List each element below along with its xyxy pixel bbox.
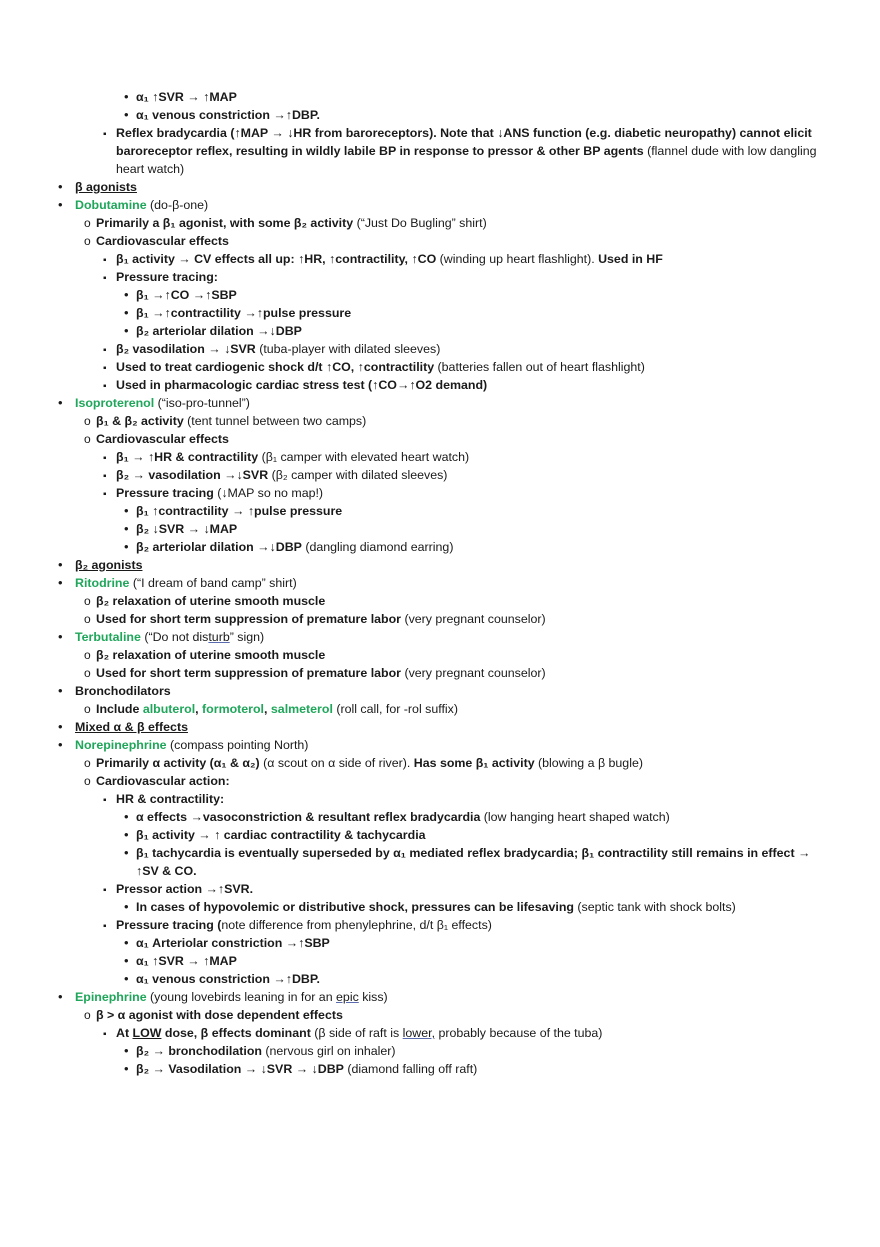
- bullet: [124, 502, 129, 520]
- list-item: • β₂ arteriolar dilation →↓DBP (dangling diamond earring): [0, 538, 880, 556]
- drug-dobutamine: • Dobutamine (do-β-one): [0, 196, 880, 214]
- list-item: • α₁ ↑SVR → ↑MAP: [0, 952, 880, 970]
- bullet: [103, 466, 107, 486]
- list-item: o Primarily a β₁ agonist, with some β₂ activity (“Just Do Bugling” shirt): [0, 214, 880, 232]
- list-item: o β₂ relaxation of uterine smooth muscle: [0, 646, 880, 664]
- section-heading: • Mixed α & β effects: [0, 718, 880, 736]
- bullet: [124, 952, 129, 970]
- bullet: [103, 124, 107, 144]
- bullet: [84, 754, 91, 772]
- list-item: • α₁ Arteriolar constriction →↑SBP: [0, 934, 880, 952]
- bullet: [84, 610, 91, 628]
- list-item: • α effects →vasoconstriction & resultant reflex bradycardia (low hanging heart shaped watch): [0, 808, 880, 826]
- bullet: [84, 430, 91, 448]
- notes-page: [0, 88, 880, 1078]
- bullet: [58, 394, 63, 412]
- bullet: [84, 700, 91, 718]
- bronchodilators-heading: • Bronchodilators: [0, 682, 880, 700]
- bullet: [58, 178, 63, 196]
- list-item: o β₁ & β₂ activity (tent tunnel between two camps): [0, 412, 880, 430]
- bullet: [124, 808, 129, 826]
- list-item: • In cases of hypovolemic or distributive shock, pressures can be lifesaving (septic tank with shock bolts): [0, 898, 880, 916]
- bullet: [58, 988, 63, 1006]
- bullet: [84, 646, 91, 664]
- list-item: • β₁ tachycardia is eventually superseded by α₁ mediated reflex bradycardia; β₁ contractility still remains in effect → ↑SV & CO.: [0, 844, 880, 880]
- bullet: [124, 898, 129, 916]
- bullet: [103, 376, 107, 396]
- bullet: [103, 790, 107, 810]
- drug-isoproterenol: • Isoproterenol (“iso-pro-tunnel”): [0, 394, 880, 412]
- list-item: • β₂ → bronchodilation (nervous girl on inhaler): [0, 1042, 880, 1060]
- bullet: [124, 88, 129, 106]
- bullet: [124, 844, 129, 862]
- section-heading: • β agonists: [0, 178, 880, 196]
- bullet: [103, 448, 107, 468]
- bullet: [124, 106, 129, 124]
- bullet: [103, 1024, 107, 1044]
- bullet: [103, 340, 107, 360]
- list-item: • β₂ arteriolar dilation →↓DBP: [0, 322, 880, 340]
- bullet: [124, 1042, 129, 1060]
- drug-ritodrine: • Ritodrine (“I dream of band camp” shirt): [0, 574, 880, 592]
- list-item: o β₂ relaxation of uterine smooth muscle: [0, 592, 880, 610]
- bullet: [58, 718, 63, 736]
- list-item: • β₁ →↑CO →↑SBP: [0, 286, 880, 304]
- list-item: • β₁ activity → ↑ cardiac contractility & tachycardia: [0, 826, 880, 844]
- section-heading: • β₂ agonists: [0, 556, 880, 574]
- bullet: [124, 322, 129, 340]
- bullet: [124, 286, 129, 304]
- bullet: [103, 916, 107, 936]
- bullet: [58, 196, 63, 214]
- list-item: ▪ β₁ → ↑HR & contractility (β₁ camper with elevated heart watch): [0, 448, 880, 466]
- list-item: ▪ HR & contractility:: [0, 790, 880, 808]
- bullet: [84, 592, 91, 610]
- bullet: [124, 970, 129, 988]
- bullet: [103, 484, 107, 504]
- bullet: [103, 268, 107, 288]
- bullet: [124, 826, 129, 844]
- list-item: ▪ At LOW dose, β effects dominant (β side of raft is lower, probably because of the tuba): [0, 1024, 880, 1042]
- bullet: [84, 1006, 91, 1024]
- list-item: • β₂ ↓SVR → ↓MAP: [0, 520, 880, 538]
- bullet: [84, 412, 91, 430]
- bullet: [124, 1060, 129, 1078]
- bullet: [124, 520, 129, 538]
- list-item: ▪ Used to treat cardiogenic shock d/t ↑CO, ↑contractility (batteries fallen out of heart flashlight): [0, 358, 880, 376]
- list-item: ▪ Reflex bradycardia (↑MAP → ↓HR from baroreceptors). Note that ↓ANS function (e.g. diabetic neuropathy) cannot elicit baroreceptor reflex, resulting in wildly labile BP in response to pressor & other BP agents (flannel dude with low dangling heart watch): [0, 124, 880, 178]
- bullet: [103, 358, 107, 378]
- bullet: [58, 682, 63, 700]
- list-item: • α₁ venous constriction →↑DBP.: [0, 970, 880, 988]
- list-item: o Primarily α activity (α₁ & α₂) (α scout on α side of river). Has some β₁ activity (blowing a β bugle): [0, 754, 880, 772]
- list-item: • β₁ →↑contractility →↑pulse pressure: [0, 304, 880, 322]
- list-item: ▪ Pressure tracing (note difference from phenylephrine, d/t β₁ effects): [0, 916, 880, 934]
- bullet: [58, 736, 63, 754]
- list-item: ▪ Pressure tracing:: [0, 268, 880, 286]
- bullet: [103, 250, 107, 270]
- bullet: [58, 574, 63, 592]
- list-item: o Include albuterol, formoterol, salmeterol (roll call, for -rol suffix): [0, 700, 880, 718]
- bullet: [84, 664, 91, 682]
- bullet: [124, 934, 129, 952]
- list-item: ▪ Used in pharmacologic cardiac stress test (↑CO→↑O2 demand): [0, 376, 880, 394]
- list-item: o β > α agonist with dose dependent effects: [0, 1006, 880, 1024]
- bullet: [103, 880, 107, 900]
- list-item: ▪ β₂ → vasodilation →↓SVR (β₂ camper with dilated sleeves): [0, 466, 880, 484]
- list-item: ▪ Pressor action →↑SVR.: [0, 880, 880, 898]
- drug-terbutaline: • Terbutaline (“Do not disturb” sign): [0, 628, 880, 646]
- list-item: ▪ Pressure tracing (↓MAP so no map!): [0, 484, 880, 502]
- drug-norepinephrine: • Norepinephrine (compass pointing North): [0, 736, 880, 754]
- list-item: ▪ β₂ vasodilation → ↓SVR (tuba-player with dilated sleeves): [0, 340, 880, 358]
- list-item: o Used for short term suppression of premature labor (very pregnant counselor): [0, 664, 880, 682]
- bullet: [124, 538, 129, 556]
- list-item: ▪ β₁ activity → CV effects all up: ↑HR, ↑contractility, ↑CO (winding up heart flashlight). Used in HF: [0, 250, 880, 268]
- list-item: • β₁ ↑contractility → ↑pulse pressure: [0, 502, 880, 520]
- list-item: • β₂ → Vasodilation → ↓SVR → ↓DBP (diamond falling off raft): [0, 1060, 880, 1078]
- bullet: [84, 214, 91, 232]
- list-item: o Cardiovascular effects: [0, 430, 880, 448]
- drug-epinephrine: • Epinephrine (young lovebirds leaning in for an epic kiss): [0, 988, 880, 1006]
- bullet: [84, 772, 91, 790]
- list-item: • α₁ venous constriction →↑DBP.: [0, 106, 880, 124]
- list-item: o Cardiovascular action:: [0, 772, 880, 790]
- list-item: o Used for short term suppression of premature labor (very pregnant counselor): [0, 610, 880, 628]
- bullet: [84, 232, 91, 250]
- bullet: [58, 556, 63, 574]
- bullet: [58, 628, 63, 646]
- bullet: [124, 304, 129, 322]
- list-item: • α₁ ↑SVR → ↑MAP: [0, 88, 880, 106]
- list-item: o Cardiovascular effects: [0, 232, 880, 250]
